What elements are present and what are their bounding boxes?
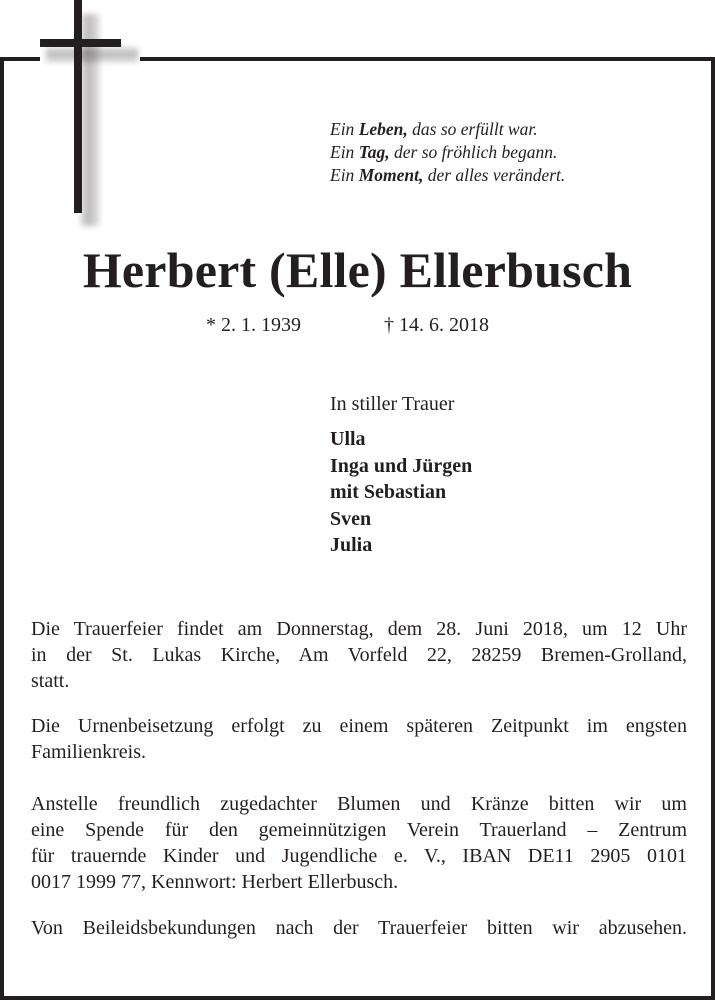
text-line: Die Trauerfeier findet am Donnerstag, dem 28. Juni 2018, um 12 Uhr — [31, 618, 687, 640]
text-line: Familienkreis. — [31, 741, 146, 763]
mourner-list — [330, 426, 472, 559]
text-line: statt. — [31, 670, 70, 692]
text-line: Von Beileidsbekundungen nach der Trauerfeier bitten wir abzusehen. — [31, 917, 687, 939]
text-line: eine Spende für den gemeinnützigen Verein Trauerland – Zentrum — [31, 819, 687, 841]
poem — [330, 118, 565, 187]
condolences-paragraph — [31, 915, 687, 941]
mourner-name: mit Sebastian — [330, 481, 447, 503]
funeral-paragraph — [31, 616, 687, 694]
border-left — [0, 57, 4, 1000]
mourner-name: Inga und Jürgen — [330, 454, 473, 477]
donation-paragraph — [31, 791, 687, 895]
urn-paragraph — [31, 713, 687, 765]
mourning-intro: In stiller Trauer — [330, 393, 455, 415]
poem-line: Ein Leben, das so erfüllt war. — [330, 119, 538, 139]
poem-line: Ein Tag, der so fröhlich begann. — [330, 142, 558, 162]
text-line: 0017 1999 77, Kennwort: Herbert Ellerbusch. — [31, 871, 399, 893]
border-top-left — [0, 57, 40, 61]
border-top-right — [140, 57, 715, 61]
border-bottom — [0, 996, 715, 1000]
text-line: für trauernde Kinder und Jugendliche e. V., IBAN DE11 2905 0101 — [31, 845, 687, 867]
cross-horizontal-bar — [40, 39, 121, 47]
mourner-name: Sven — [330, 507, 372, 530]
birth-date: * 2. 1. 1939 — [206, 314, 301, 336]
mourner-name: Ulla — [330, 428, 366, 450]
text-line: Die Urnenbeisetzung erfolgt zu einem späteren Zeitpunkt im engsten — [31, 715, 687, 737]
border-right — [711, 57, 715, 1000]
poem-line: Ein Moment, der alles verändert. — [330, 165, 566, 185]
mourner-name: Julia — [330, 534, 373, 556]
text-line: Anstelle freundlich zugedachter Blumen und Kränze bitten wir um — [31, 793, 687, 815]
death-date: † 14. 6. 2018 — [384, 314, 489, 336]
deceased-name: Herbert (Elle) Ellerbusch — [82, 242, 633, 298]
text-line: in der St. Lukas Kirche, Am Vorfeld 22, 28259 Bremen-Grolland, — [31, 644, 687, 666]
cross-shadow-horizontal — [46, 47, 138, 63]
cross-vertical-bar — [74, 0, 82, 213]
